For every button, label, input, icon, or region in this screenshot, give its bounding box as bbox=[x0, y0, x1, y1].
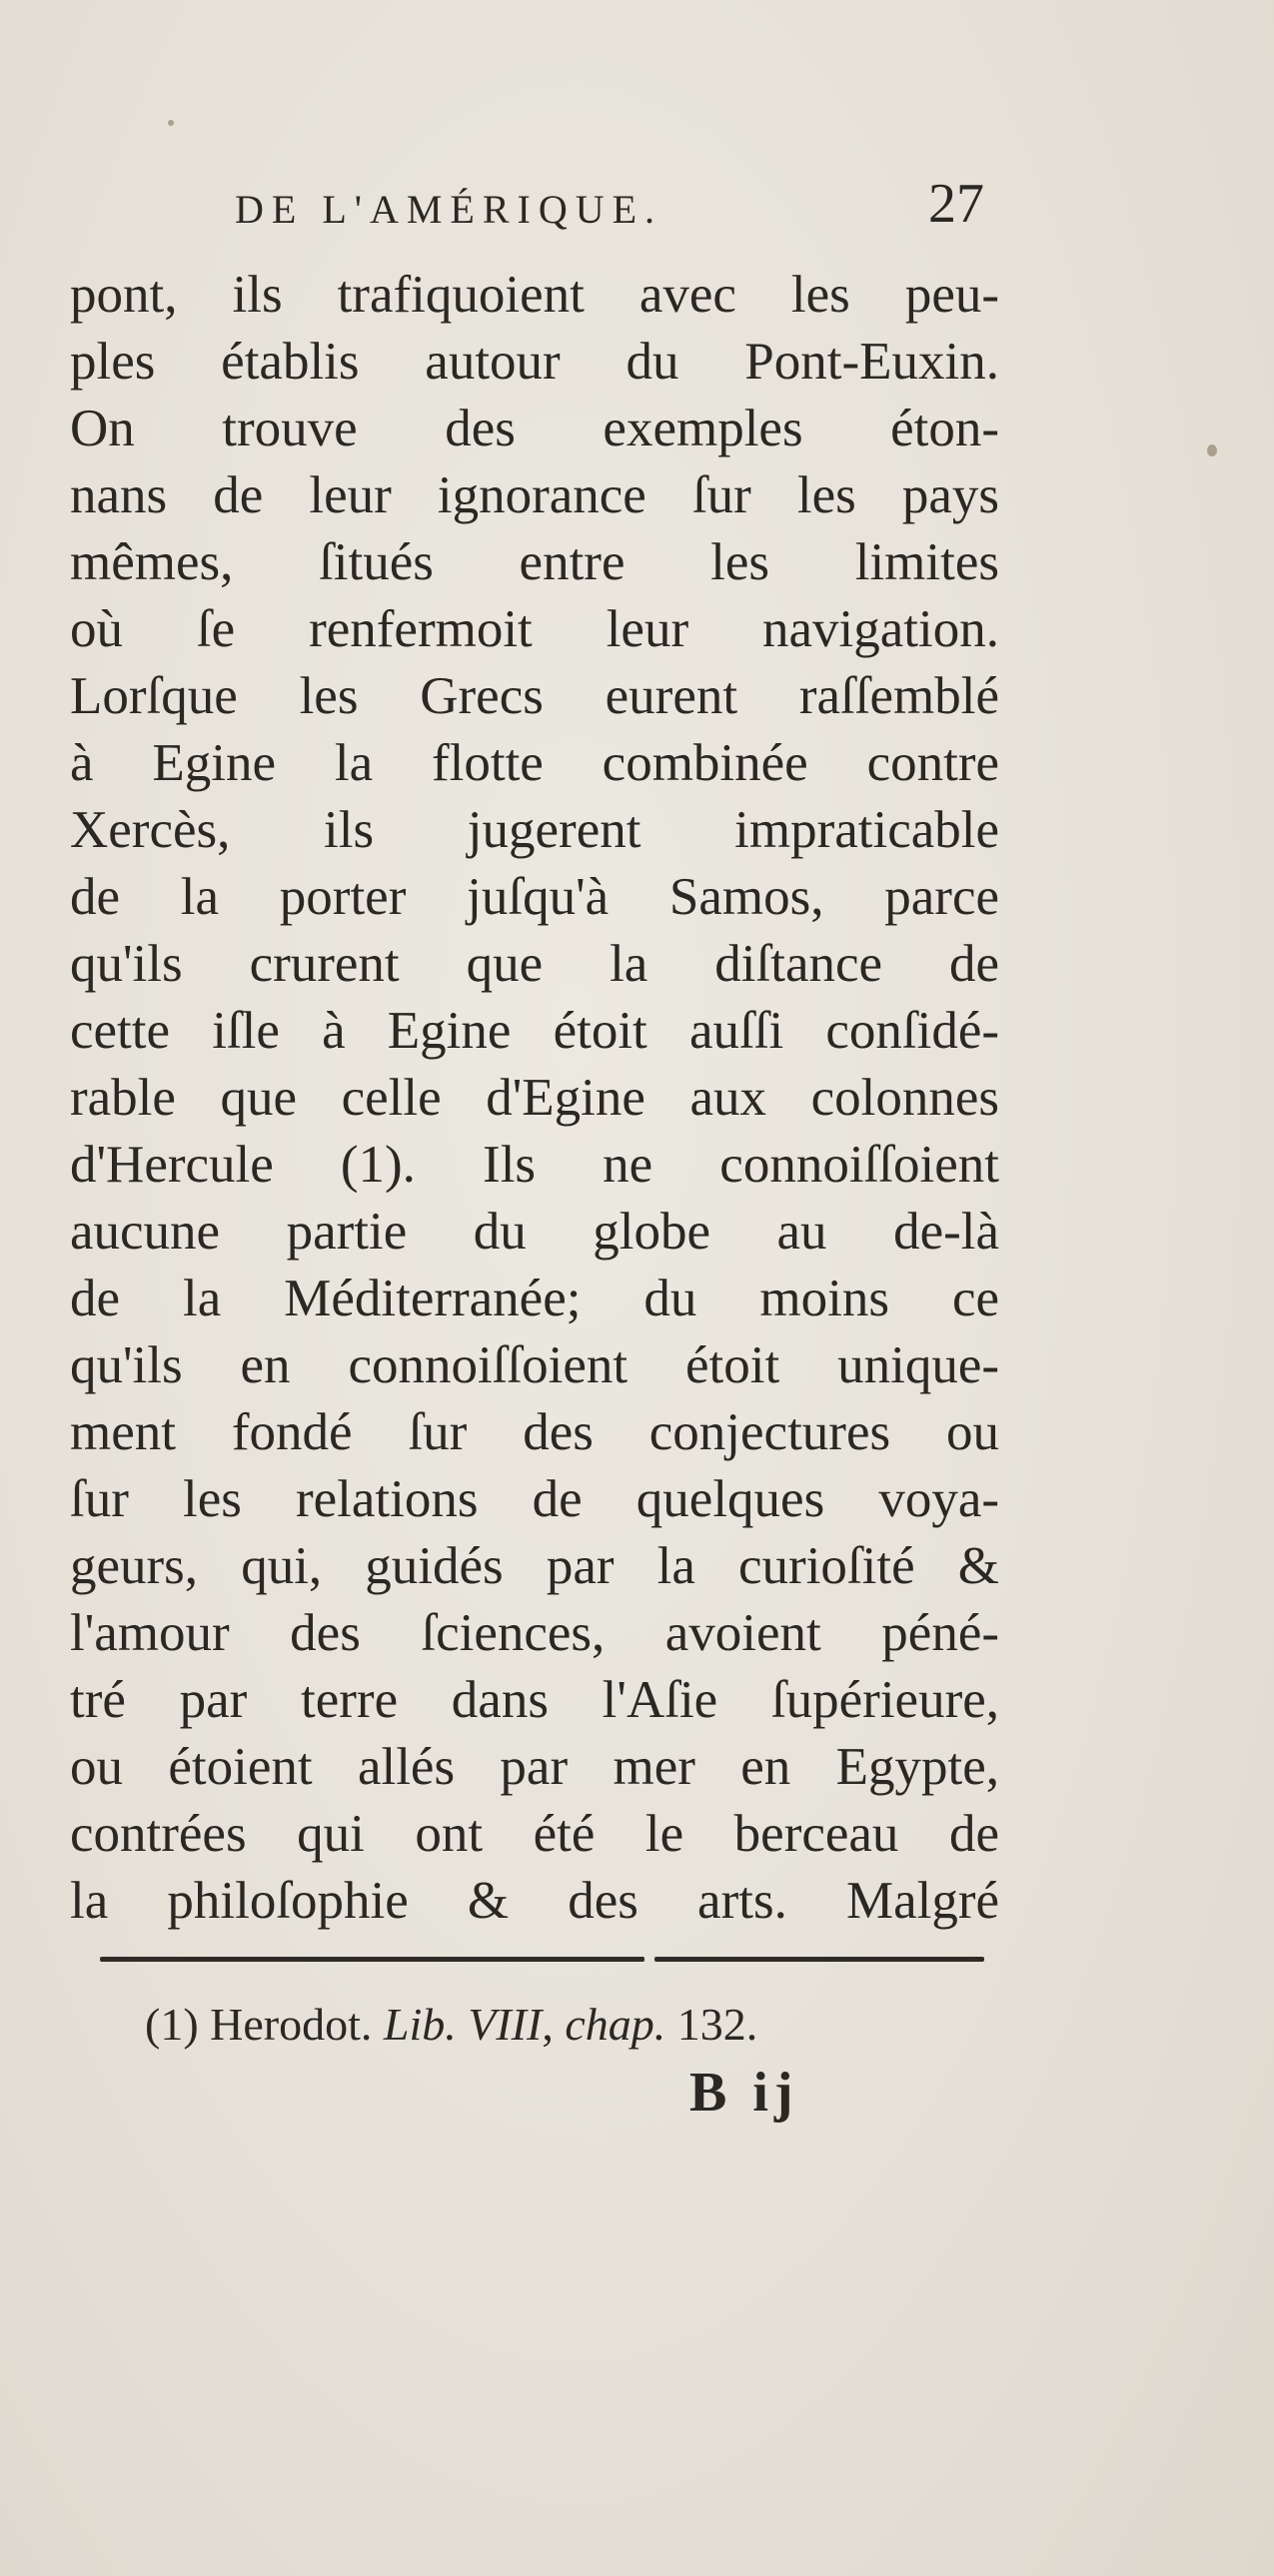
text-line: aucune partie du globe au de-là bbox=[70, 1203, 999, 1261]
footnote-rule bbox=[100, 1957, 984, 1963]
running-head bbox=[225, 173, 984, 240]
text-line: tré par terre dans l'Aſie ſupérieure, bbox=[70, 1671, 999, 1729]
paper-fleck bbox=[168, 120, 174, 126]
text-line: qu'ils en connoiſſoient étoit unique- bbox=[70, 1336, 999, 1394]
footnote-separator: , bbox=[542, 1999, 554, 2050]
text-line: rable que celle d'Egine aux colonnes bbox=[70, 1069, 999, 1127]
text-line: qu'ils crurent que la diſtance de bbox=[70, 935, 999, 993]
text-line: la philoſophie & des arts. Malgré bbox=[70, 1872, 999, 1930]
footnote-chapter-number: 132. bbox=[676, 1999, 758, 2050]
footnote-rule-right bbox=[654, 1957, 984, 1962]
body-text bbox=[70, 262, 999, 1935]
text-line: cette iſle à Egine étoit auſſi conſidé- bbox=[70, 1002, 999, 1060]
running-title: DE L'AMÉRIQUE. bbox=[235, 187, 663, 232]
text-line: On trouve des exemples éton- bbox=[70, 400, 999, 457]
text-line: où ſe renfermoit leur navigation. bbox=[70, 600, 999, 658]
text-line: Xercès, ils jugerent impraticable bbox=[70, 801, 999, 859]
text-line: ou étoient allés par mer en Egypte, bbox=[70, 1738, 999, 1796]
text-line: contrées qui ont été le berceau de bbox=[70, 1805, 999, 1863]
paper-fleck bbox=[1207, 444, 1217, 456]
text-line: Lorſque les Grecs eurent raſſemblé bbox=[70, 667, 999, 725]
text-line: de la porter juſqu'à Samos, parce bbox=[70, 868, 999, 926]
text-line: de la Méditerranée; du moins ce bbox=[70, 1270, 999, 1327]
footnote-rule-left bbox=[100, 1957, 644, 1962]
text-line: à Egine la flotte combinée contre bbox=[70, 734, 999, 792]
text-line: ples établis autour du Pont-Euxin. bbox=[70, 333, 999, 391]
text-line: d'Hercule (1). Ils ne connoiſſoient bbox=[70, 1136, 999, 1194]
signature-mark: B ij bbox=[689, 2062, 799, 2124]
text-line: ment fondé ſur des conjectures ou bbox=[70, 1403, 999, 1461]
text-line: geurs, qui, guidés par la curioſité & bbox=[70, 1537, 999, 1595]
text-line: mêmes, ſitués entre les limites bbox=[70, 533, 999, 591]
footnote bbox=[145, 1995, 984, 2055]
text-line: nans de leur ignorance ſur les pays bbox=[70, 466, 999, 524]
text-line: l'amour des ſciences, avoient péné- bbox=[70, 1604, 999, 1662]
text-line: ſur les relations de quelques voya- bbox=[70, 1470, 999, 1528]
footnote-marker: (1) bbox=[145, 1999, 199, 2050]
footnote-author: Herodot. bbox=[210, 1999, 373, 2050]
footnote-chapter: chap. bbox=[565, 1999, 666, 2050]
page-number: 27 bbox=[928, 173, 984, 235]
text-line: pont, ils trafiquoient avec les peu- bbox=[70, 266, 999, 324]
footnote-book: Lib. VIII bbox=[383, 1999, 543, 2050]
